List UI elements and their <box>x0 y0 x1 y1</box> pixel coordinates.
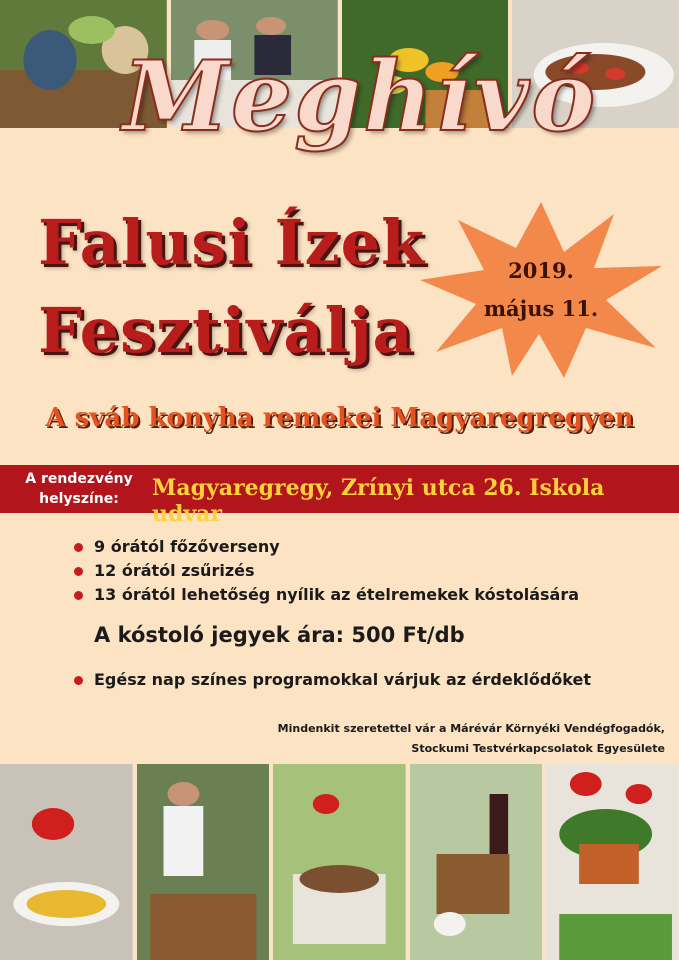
photo-pinecone-basket <box>273 764 406 960</box>
bottom-photo-strip <box>0 764 679 960</box>
extra-programs-text: Egész nap színes programokkal várjuk az érdeklődőket <box>94 670 591 689</box>
program-item-text: 12 órától zsűrizés <box>94 561 255 580</box>
venue-label-line2: helyszíne: <box>39 491 119 507</box>
bullet-icon <box>74 567 83 576</box>
bullet-icon <box>74 543 83 552</box>
program-item <box>74 670 591 694</box>
venue-bar <box>0 465 679 527</box>
program-item <box>74 585 579 609</box>
festival-title-line1: Falusi Ízek <box>38 206 426 279</box>
organizer-line2: Stockumi Testvérkapcsolatok Egyesülete <box>411 742 665 755</box>
program-list <box>74 537 579 609</box>
extra-programs <box>74 670 591 694</box>
program-item-text: 13 órától lehetőség nyílik az ételremekek kóstolására <box>94 585 580 604</box>
photo-chefs-cooking <box>137 764 270 960</box>
festival-subtitle: A sváb konyha remekei Magyaregregyen <box>45 403 634 433</box>
photo-soup-table <box>0 764 133 960</box>
photo-wine-basket <box>410 764 543 960</box>
date-year: 2019. <box>508 258 574 283</box>
date-starburst <box>418 200 664 380</box>
organizer-credit <box>278 719 665 759</box>
program-item <box>74 537 579 561</box>
venue-address: Magyaregregy, Zrínyi utca 26. Iskola udvar <box>152 475 605 527</box>
date-day: május 11. <box>483 296 599 321</box>
venue-label <box>14 469 144 509</box>
festival-title-line2: Fesztiválja <box>38 294 414 367</box>
invitation-script-title: Meghívó <box>122 40 598 153</box>
ticket-price: A kóstoló jegyek ára: 500 Ft/db <box>94 623 465 647</box>
bullet-icon <box>74 676 83 685</box>
organizer-line1: Mindenkit szeretettel vár a Márévár Környéki Vendégfogadók, <box>277 722 665 735</box>
program-item-text: 9 órától főzőverseny <box>94 537 280 556</box>
bullet-icon <box>74 591 83 600</box>
photo-geraniums-vegetables <box>546 764 679 960</box>
venue-label-line1: A rendezvény <box>25 471 133 487</box>
program-item <box>74 561 579 585</box>
